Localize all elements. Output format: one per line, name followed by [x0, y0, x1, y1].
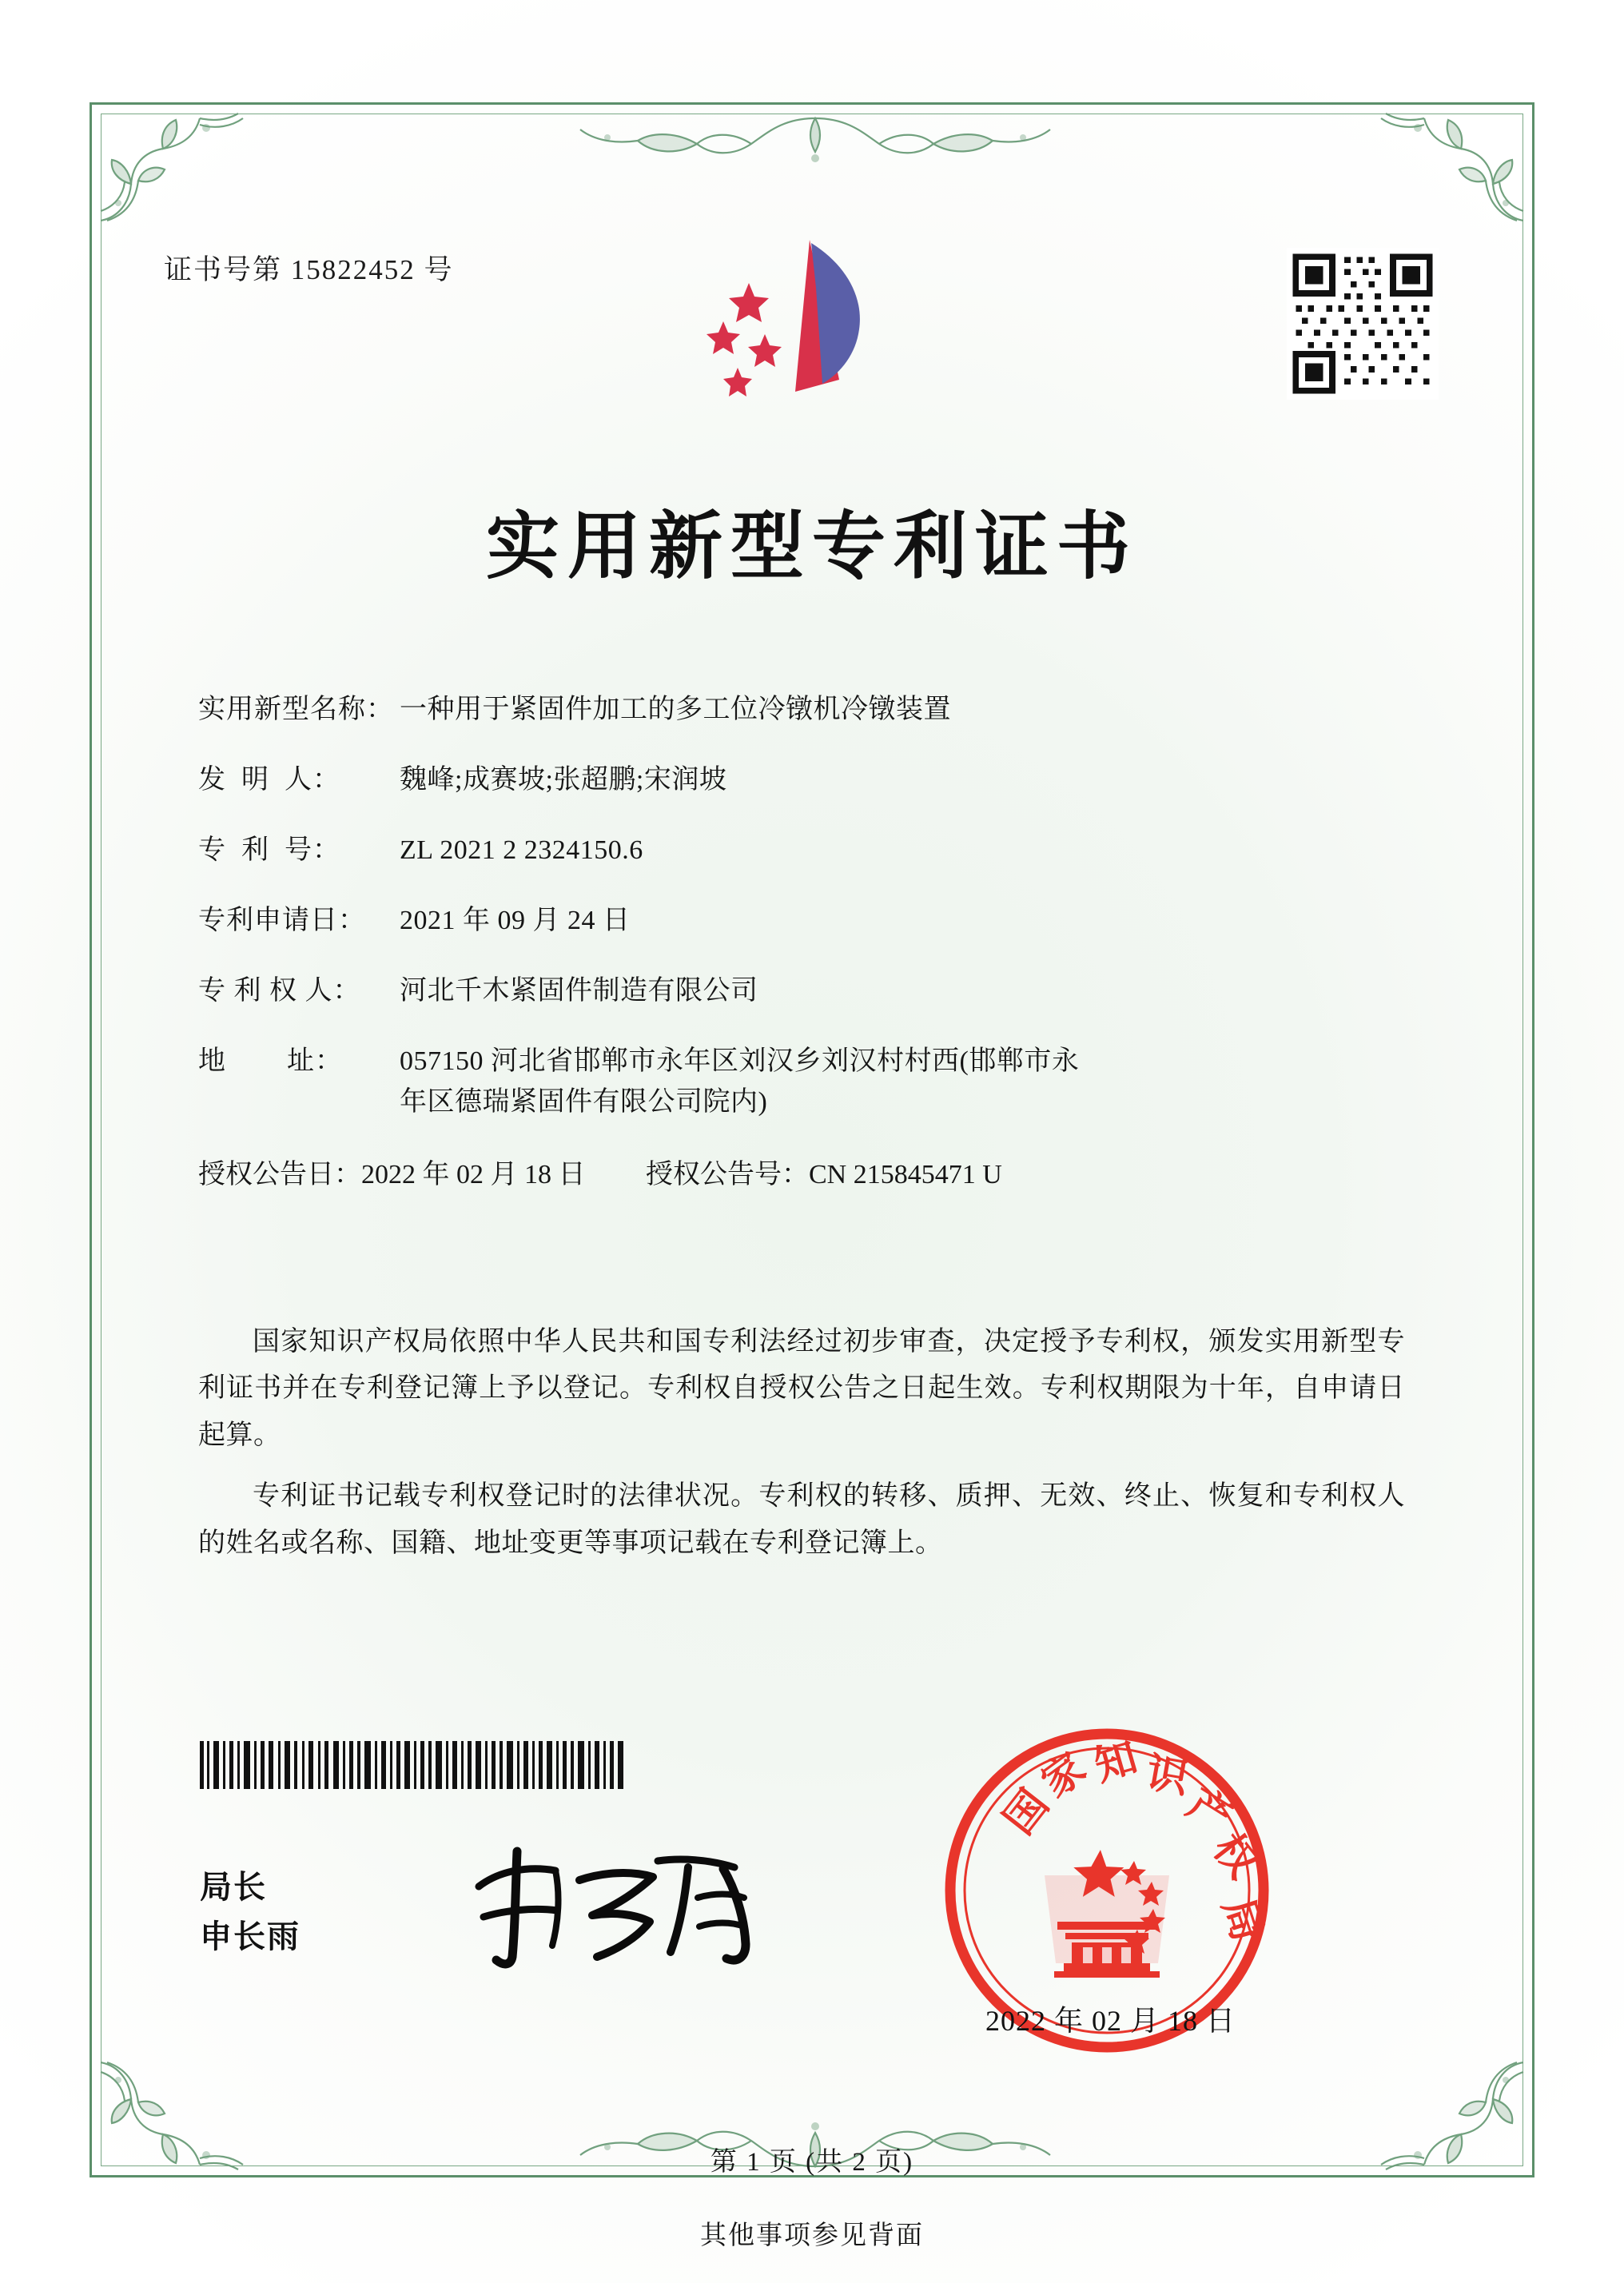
field-list	[198, 689, 1397, 1191]
field-label: 专利申请日：	[198, 906, 366, 935]
field-label: 专 利 权 人：	[198, 976, 361, 1006]
field-row-invention-name	[198, 689, 1397, 730]
field-value	[400, 900, 1397, 941]
svg-text:国: 国	[996, 1782, 1058, 1843]
svg-text:产: 产	[1179, 1780, 1239, 1842]
grant-date-value: 2022 年 02 月 18 日	[361, 1160, 586, 1189]
svg-text:识: 识	[1142, 1750, 1192, 1803]
paragraph-legal-status: 专利证书记载专利权登记时的法律状况。专利权的转移、质押、无效、终止、恢复和专利权人的姓名或名称、国籍、地址变更等事项记载在专利登记簿上。	[198, 1481, 1405, 1558]
field-value	[400, 970, 1397, 1011]
field-row-address	[198, 1041, 1397, 1122]
grant-number-value: CN 215845471 U	[809, 1160, 1002, 1189]
field-value-continuation: 年区德瑞紧固件有限公司院内)	[400, 1087, 768, 1117]
svg-text:局: 局	[1213, 1893, 1270, 1947]
field-value	[400, 830, 1397, 871]
grant-date-segment	[198, 1152, 646, 1191]
field-value-text: ZL 2021 2 2324150.6	[400, 835, 643, 865]
field-label: 实用新型名称：	[198, 695, 394, 724]
field-value-text: 057150 河北省邯郸市永年区刘汉乡刘汉村村西(邯郸市永	[400, 1046, 1080, 1076]
grant-date-label: 授权公告日：	[198, 1160, 361, 1189]
field-row-application-date	[198, 900, 1397, 941]
grant-number-label: 授权公告号：	[646, 1160, 809, 1189]
top-vine-ornament-icon	[511, 109, 1119, 177]
legal-text-block	[198, 1319, 1405, 1581]
signature-block	[200, 1863, 301, 1962]
field-label: 地 址：	[198, 1046, 343, 1076]
svg-text:家: 家	[1033, 1745, 1095, 1807]
field-value-text: 魏峰;成赛坡;张超鹏;宋润坡	[400, 765, 727, 795]
svg-text:知: 知	[1089, 1735, 1143, 1791]
field-value-text: 河北千木紧固件制造有限公司	[400, 976, 758, 1006]
seal-date: 2022 年 02 月 18 日	[985, 2005, 1236, 2037]
field-label: 专 利 号：	[198, 835, 340, 865]
grant-number-segment	[646, 1152, 1397, 1191]
svg-text:权: 权	[1204, 1826, 1266, 1887]
back-side-note: 其他事项参见背面	[700, 2221, 924, 2250]
page-title: 实用新型专利证书	[485, 506, 1138, 588]
field-row-patent-number	[198, 830, 1397, 871]
director-role-label: 局长	[200, 1869, 267, 1905]
paragraph-grant-statement: 国家知识产权局依照中华人民共和国专利法经过初步审查，决定授予专利权，颁发实用新型专利证书并在专利登记簿上予以登记。专利权自授权公告之日起生效。专利权期限为十年，自申请日起算。	[198, 1327, 1405, 1450]
field-value	[400, 1041, 1397, 1122]
director-name-label: 申长雨	[200, 1918, 301, 1954]
field-row-patentee	[198, 970, 1397, 1011]
field-row-inventors	[198, 759, 1397, 800]
barcode	[200, 1741, 623, 1789]
page-number: 第 1 页 (共 2 页)	[710, 2148, 914, 2177]
certificate-number: 证书号第 15822452 号	[164, 254, 454, 285]
field-value-text: 一种用于紧固件加工的多工位冷镦机冷镦装置	[400, 695, 951, 724]
field-row-grant-announcement	[198, 1152, 1397, 1191]
field-value	[400, 759, 1397, 800]
field-value	[400, 689, 1397, 730]
qr-code-icon	[1287, 248, 1439, 400]
field-label: 发 明 人：	[198, 765, 340, 795]
handwritten-signature-icon	[460, 1839, 803, 1974]
field-value-text: 2021 年 09 月 24 日	[400, 906, 631, 935]
cnipa-logo-icon	[675, 232, 939, 416]
